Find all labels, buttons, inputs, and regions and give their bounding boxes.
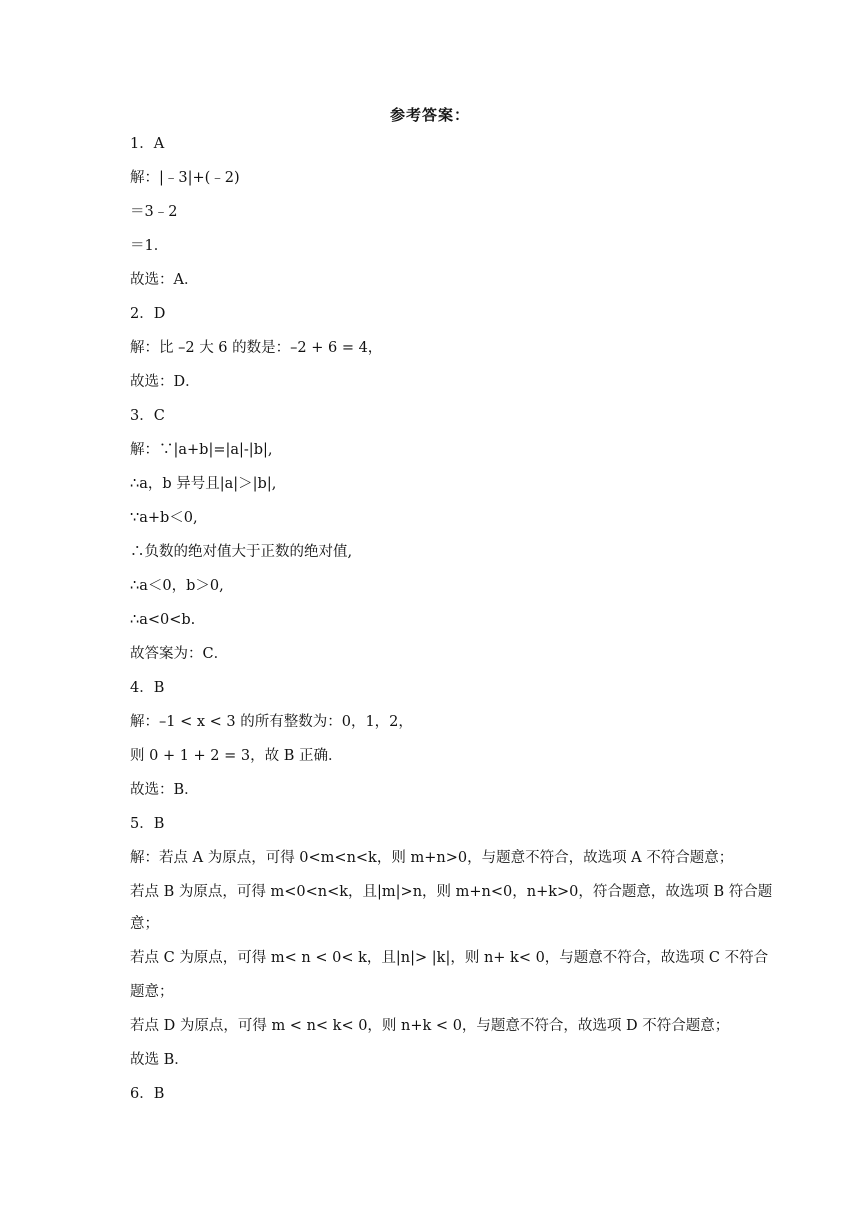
answer-line: 则 0 + 1 + 2 = 3，故 B 正确．: [130, 748, 343, 764]
answer-line: ∵a+b＜0,: [130, 510, 198, 526]
answer-5-heading: 5．B: [130, 816, 165, 832]
answer-6-heading: 6．B: [130, 1086, 165, 1102]
answer-line: ∴a，b 异号且|a|＞|b|,: [130, 476, 277, 492]
answer-line: 解：∵|a+b|=|a|-|b|,: [130, 442, 273, 458]
answer-line: 题意；: [130, 984, 174, 1000]
answer-line: 故选 B．: [130, 1052, 189, 1068]
answer-line: 故选：D．: [130, 374, 200, 390]
answer-3-heading: 3．C: [130, 408, 165, 424]
answer-line: 意；: [130, 916, 159, 932]
answer-line: 故选：A．: [130, 272, 199, 288]
answer-line: ∴a＜0，b＞0,: [130, 578, 224, 594]
answer-line: ＝3﹣2: [130, 204, 178, 220]
answer-line: 故答案为：C．: [130, 646, 229, 662]
answer-4-heading: 4．B: [130, 680, 165, 696]
answer-line: ∴负数的绝对值大于正数的绝对值,: [130, 544, 353, 560]
answer-line: ＝1．: [130, 238, 169, 254]
answer-1-heading: 1．A: [130, 136, 165, 152]
answer-line: ∴a<0<b.: [130, 612, 196, 628]
answer-line: 若点 B 为原点，可得 m<0<n<k，且|m|>n，则 m+n<0，n+k>0，符合题意，故选项 B 符合题: [130, 884, 773, 900]
answer-line: 解：|﹣3|+(﹣2): [130, 170, 240, 186]
answer-2-heading: 2．D: [130, 306, 166, 322]
answer-line: 故选：B．: [130, 782, 199, 798]
answer-line: 解：比 –2 大 6 的数是：–2 + 6 = 4，: [130, 340, 383, 356]
page-title: 参考答案：: [389, 106, 470, 124]
answer-line: 解：若点 A 为原点，可得 0<m<n<k，则 m+n>0，与题意不符合，故选项 A 不符合题意；: [130, 850, 734, 866]
answer-line: 解：–1 < x < 3 的所有整数为：0，1，2，: [130, 714, 413, 730]
answer-line: 若点 D 为原点，可得 m < n< k< 0，则 n+k < 0，与题意不符合，故选项 D 不符合题意；: [130, 1018, 730, 1034]
answer-line: 若点 C 为原点，可得 m< n < 0< k，且|n|> |k|，则 n+ k< 0，与题意不符合，故选项 C 不符合: [130, 950, 769, 966]
